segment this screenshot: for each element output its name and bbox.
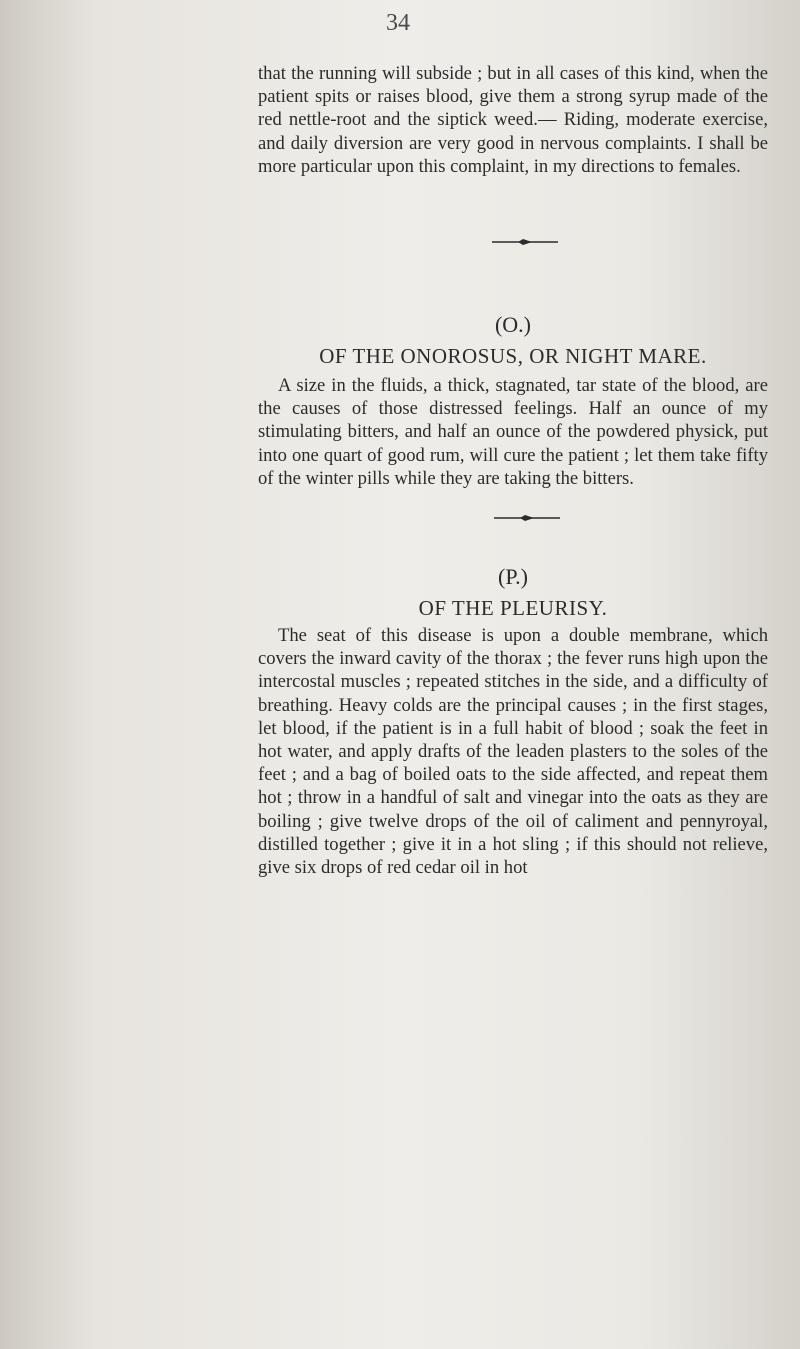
section-title-night-mare: OF THE ONOROSUS, OR NIGHT MARE. [319, 344, 707, 368]
section-body-pleurisy: The seat of this disease is upon a double membrane, which covers the inward cavity of the thorax ; the fever runs high upon the intercostal muscles ; repeated stitches in the side, and a difficulty of breathing. Heavy colds are the principal causes ; in the first stages, let blood, if the patient is in a full habit of blood ; soak the feet in hot water, and apply drafts of the leaden plasters to the soles of the feet ; and a bag of boiled oats to the side affected, and repeat them hot ; throw in a handful of salt and vinegar into the oats as they are boiling ; give twelve drops of the oil of caliment and pennyroyal, distilled together ; give it in a hot sling ; if this should not relieve, give six drops of red cedar oil in hot [258, 625, 768, 879]
continued-paragraph: that the running will subside ; but in all cases of this kind, when the patient spits or raises blood, give them a strong syrup made of the red nettle-root and the siptick weed.— Riding, moderate exercise, and daily diversion are very good in nervous complaints. I shall be more particular upon this complaint, in my directions to females. [258, 63, 768, 177]
section-title-pleurisy: OF THE PLEURISY. [418, 596, 608, 620]
section-letter-p: (P.) [498, 564, 528, 589]
section-divider-ornament [492, 514, 562, 522]
page-number: 34 [386, 10, 410, 36]
section-divider-ornament [490, 238, 560, 246]
section-letter-o: (O.) [494, 312, 532, 337]
section-body-night-mare: A size in the fluids, a thick, stagnated, tar state of the blood, are the causes of those distressed feelings. Half an ounce of my stimulating bitters, and half an ounce of the powdered physick, put into one quart of good rum, will cure the patient ; let them take fifty of the winter pills while they are taking the bitters. [258, 375, 768, 489]
